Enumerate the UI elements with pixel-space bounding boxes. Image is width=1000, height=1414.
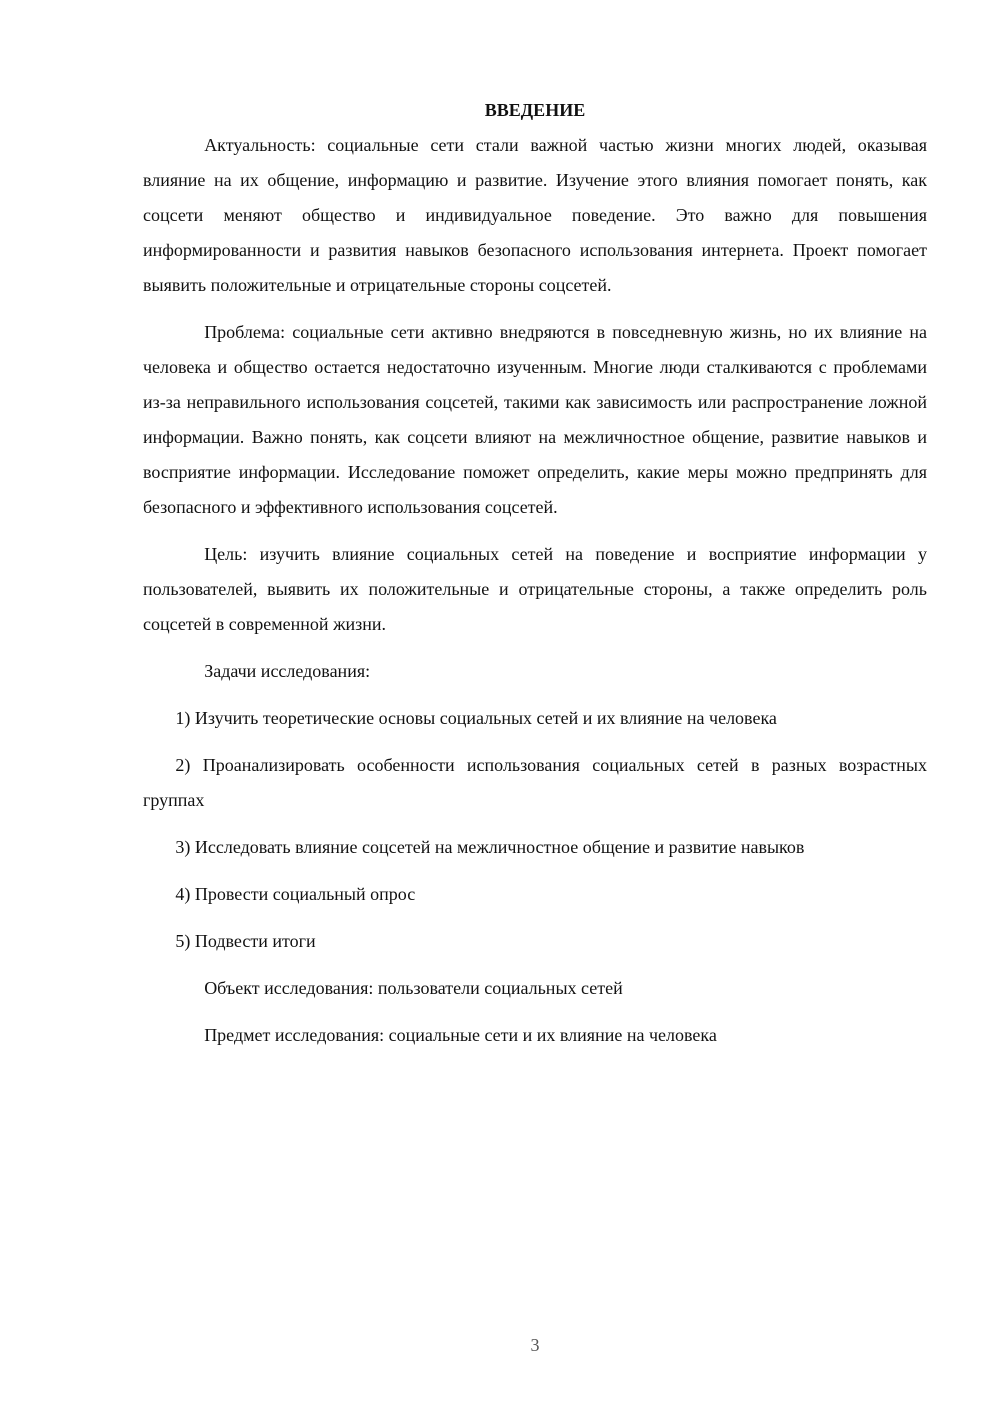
task-item-5: 5) Подвести итоги [175, 931, 316, 951]
task-item-3: 3) Исследовать влияние соцсетей на межличностное общение и развитие навыков [175, 837, 805, 857]
page-number: 3 [530, 1335, 540, 1355]
task-item-2: 2) Проанализировать особенности использования социальных сетей в разных возрастных группах [143, 755, 927, 810]
research-subject: Предмет исследования: социальные сети и их влияние на человека [204, 1025, 717, 1045]
task-item-4: 4) Провести социальный опрос [175, 884, 416, 904]
paragraph-goal: Цель: изучить влияние социальных сетей на поведение и восприятие информации у пользователей, выявить их положительные и отрицательные стороны, а также определить роль соцсетей в современной жизни. [143, 544, 927, 634]
tasks-heading: Задачи исследования: [204, 661, 371, 681]
paragraph-problem: Проблема: социальные сети активно внедряются в повседневную жизнь, но их влияние на человека и общество остается недостаточно изученным. Многие люди сталкиваются с проблемами из-за неправильного использования соцсетей, такими как зависимость или распространение ложной информации. Важно понять, как соцсети влияют на межличностное общение, развитие навыков и восприятие информации. Исследование поможет определить, какие меры можно предпринять для безопасного и эффективного использования соцсетей. [143, 322, 927, 517]
section-heading: ВВЕДЕНИЕ [484, 100, 586, 120]
paragraph-relevance: Актуальность: социальные сети стали важной частью жизни многих людей, оказывая влияние на их общение, информацию и развитие. Изучение этого влияния помогает понять, как соцсети меняют общество и индивидуальное поведение. Это важно для повышения информированности и развития навыков безопасного использования интернета. Проект помогает выявить положительные и отрицательные стороны соцсетей. [143, 135, 927, 295]
research-object: Объект исследования: пользователи социальных сетей [204, 978, 623, 998]
tasks-list [143, 701, 927, 959]
page-content [143, 93, 927, 1065]
task-item-1: 1) Изучить теоретические основы социальных сетей и их влияние на человека [175, 708, 777, 728]
